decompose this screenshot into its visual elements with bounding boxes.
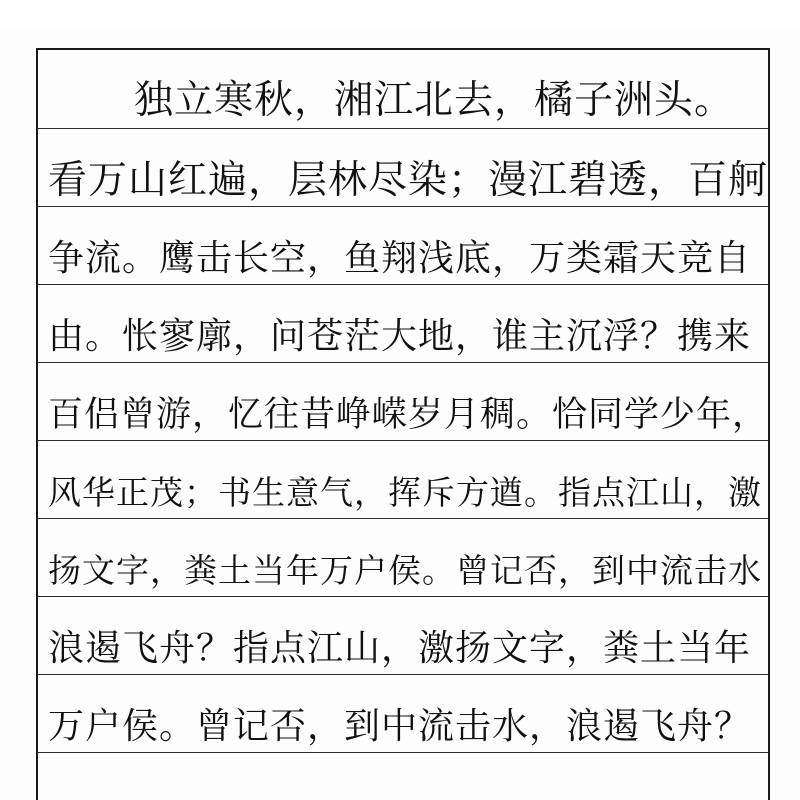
paper-top-margin <box>0 0 800 30</box>
text-line-4: 由。怅寥廓，问苍茫大地，谁主沉浮？携来 <box>48 316 752 357</box>
text-line-1: 独立寒秋，湘江北去，橘子洲头。 <box>134 78 735 123</box>
text-line-3: 争流。鹰击长空，鱼翔浅底，万类霜天竞自 <box>48 238 752 279</box>
text-line-2: 看万山红遍，层林尽染；漫江碧透，百舸 <box>48 158 768 203</box>
text-line-6: 风华正茂；书生意气，挥斥方遒。指点江山，激 <box>48 473 762 512</box>
text-line-5: 百侣曾游，忆往昔峥嵘岁月稠。恰同学少年， <box>48 395 768 435</box>
text-line-8: 浪遏飞舟？指点江山，激扬文字，粪土当年 <box>48 628 752 669</box>
text-line-7: 扬文字，粪土当年万户侯。曾记否，到中流击水 <box>48 551 762 590</box>
text-line-9: 万户侯。曾记否，到中流击水，浪遏飞舟？ <box>48 706 752 747</box>
lined-writing-sheet <box>36 48 770 800</box>
